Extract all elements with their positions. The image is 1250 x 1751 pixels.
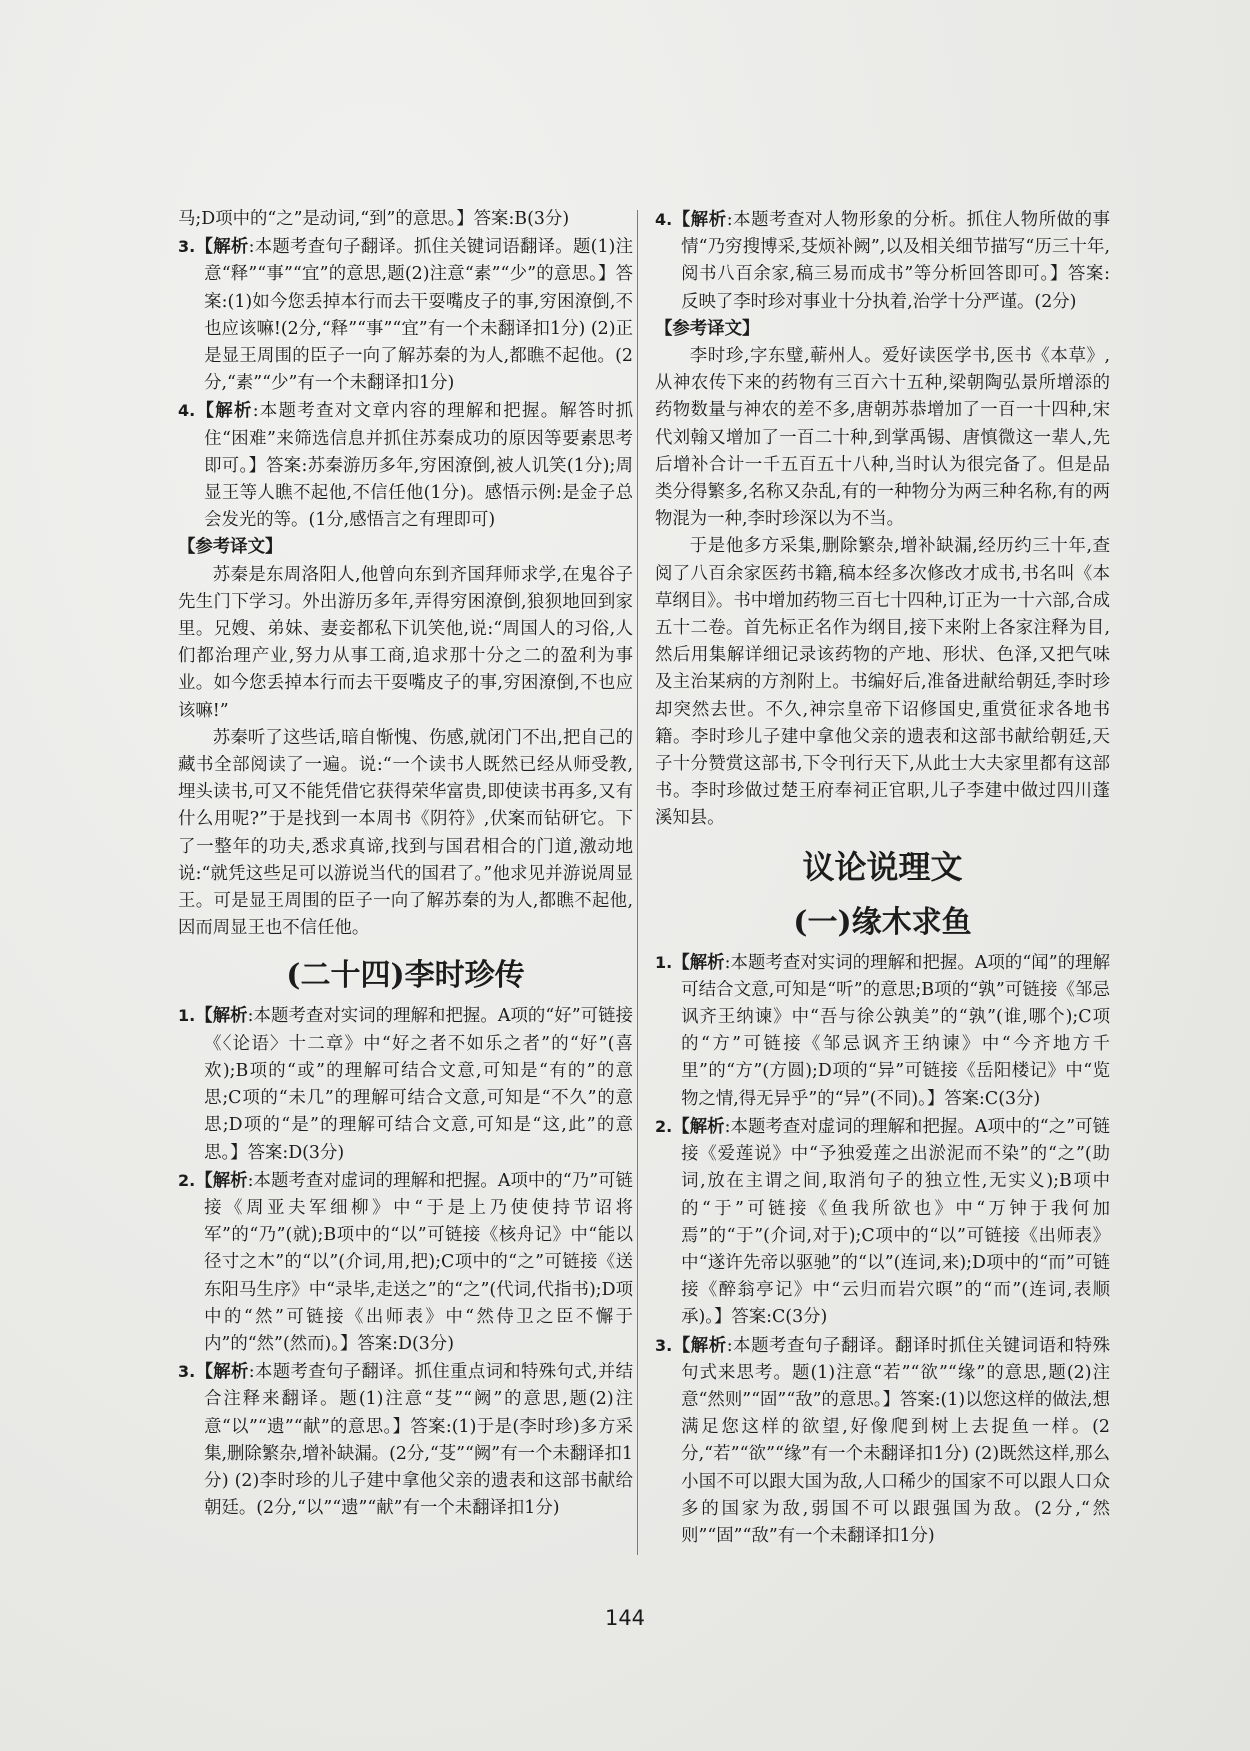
item-number: 4.: [178, 401, 196, 421]
answer-item: [655, 1332, 1110, 1551]
translation-paragraph: 李时珍,字东璧,蕲州人。爱好读医学书,医书《本草》,从神农传下来的药物有三百六十五种,梁朝陶弘景所增添的药物数量与神农的差不多,唐朝苏恭增加了一百一十四种,宋代刘翰又增加了一百二十种,到掌禹锡、唐慎微这一辈人,先后增补合计一千五百五十八种,当时认为很完备了。但是品类分得繁多,名称又杂乱,有的一种物分为两三种名称,有的两物混为一种,李时珍深以为不当。: [655, 346, 1110, 530]
answer-item: [178, 1002, 633, 1166]
chapter-title: 议论说理文: [802, 847, 963, 886]
page-number: 144: [604, 1606, 646, 1630]
translation-paragraph: 苏秦是东周洛阳人,他曾向东到齐国拜师求学,在鬼谷子先生门下学习。外出游历多年,弄得穷困潦倒,狼狈地回到家里。兄嫂、弟妹、妻妾都私下讥笑他,说:“周国人的习俗,人们都治理产业,努力从事工商,追求那十分之二的盈利为事业。如今您丢掉本行而去干耍嘴皮子的事,穷困潦倒,不也应该嘛!”: [178, 564, 633, 721]
item-text: :本题考查句子翻译。抓住关键词语翻译。题(1)注意“释”“事”“宜”的意思,题(2)注意“素”“少”的意思。】答案:(1)如今您丢掉本行而去干耍嘴皮子的事,穷困潦倒,不也应该嘛!(2分,“释”“事”“宜”有一个未翻译扣1分) (2)正是显王周围的臣子一向了解苏秦的为人,都瞧不起他。(2分,“素”“少”有一个未翻译扣1分): [204, 237, 633, 394]
item-text: :本题考查对虚词的理解和把握。A项中的“之”可链接《爱莲说》中“予独爱莲之出淤泥而不染”的“之”(助词,放在主谓之间,取消句子的独立性,无实义);B项中的“于”可链接《鱼我所欲也》中“万钟于我何加焉”的“于”(介词,对于);C项中的“以”可链接《出师表》中“遂许先帝以驱驰”的“以”(连词,来);D项中的“而”可链接《醉翁亭记》中“云归而岩穴暝”的“而”(连词,表顺承)。】答案:C(3分): [681, 1116, 1110, 1328]
answer-item: [655, 206, 1110, 316]
analysis-tag: 【解析: [672, 210, 727, 230]
item-text: :本题考查句子翻译。翻译时抓住关键词语和特殊句式来思考。题(1)注意“若”“欲”“缘”的意思,题(2)注意“然则”“固”“敌”的意思。】答案:(1)以您这样的做法,想满足您这样的欲望,好像爬到树上去捉鱼一样。(2分,“若”“欲”“缘”有一个未翻译扣1分) (2)既然这样,那么小国不可以跟大国为敌,人口稀少的国家不可以跟人口众多的国家为敌,弱国不可以跟强国为敌。(2分,“然则”“固”“敌”有一个未翻译扣1分): [681, 1335, 1110, 1546]
column-divider: [637, 210, 638, 1555]
section-title: (二十四)李时珍传: [286, 958, 525, 994]
answer-item: [655, 1113, 1110, 1332]
item-number: 3.: [655, 1335, 673, 1355]
item-text: :本题考查对虚词的理解和把握。A项中的“乃”可链接《周亚夫军细柳》中“于是上乃使使持节诏将军”的“乃”(就);B项中的“以”可链接《核舟记》中“能以径寸之木”的“以”(介词,用,把);C项中的“之”可链接《送东阳马生序》中“录毕,走送之”的“之”(代词,代指书);D项中的“然”可链接《出师表》中“然侍卫之臣不懈于内”的“然”(然而)。】答案:D(3分): [204, 1170, 633, 1354]
analysis-tag: 【解析: [672, 952, 725, 973]
item-number: 1.: [655, 952, 673, 972]
translation-paragraph: 苏秦听了这些话,暗自惭愧、伤感,就闭门不出,把自己的藏书全部阅读了一遍。说:“一个读书人既然已经从师受教,埋头读书,可又不能凭借它获得荣华富贵,即使读书再多,又有什么用呢?”于是找到一本周书《阴符》,伏案而钻研它。下了一整年的功夫,悉求真谛,找到与国君相合的门道,激动地说:“就凭这些足可以游说当代的国君了。”他求见并游说周显王。可是显王周围的臣子一向了解苏秦的为人,都瞧不起他,因而周显王也不信任他。: [178, 727, 633, 939]
analysis-tag: 【解析: [672, 1116, 725, 1137]
item-number: 3.: [178, 237, 196, 257]
answer-item: [178, 397, 633, 534]
analysis-tag: 【解析: [195, 1170, 248, 1191]
answer-item: [178, 1358, 633, 1522]
translation-paragraph: 于是他多方采集,删除繁杂,增补缺漏,经历约三十年,查阅了八百余家医药书籍,稿本经多次修改才成书,书名叫《本草纲目》。书中增加药物三百七十四种,订正为一十六部,合成五十二卷。首先标正名作为纲目,接下来附上各家注释为目,然后用集解详细记录该药物的产地、形状、色泽,又把气味及主治某病的方剂附上。书编好后,准备进献给朝廷,李时珍却突然去世。不久,神宗皇帝下诏修国史,重赏征求各地书籍。李时珍儿子建中拿他父亲的遗表和这部书献给朝廷,天子十分赞赏这部书,下令刊行天下,从此士大夫家里都有这部书。李时珍做过楚王府奉祠正官职,儿子李建中做过四川蓬溪知县。: [655, 536, 1110, 829]
right-column: [655, 206, 1110, 1550]
analysis-tag: 【解析: [195, 401, 253, 422]
item-text: :本题考查对实词的理解和把握。A项的“闻”的理解可结合文意,可知是“听”的意思;B项的“孰”可链接《邹忌讽齐王纳谏》中“吾与徐公孰美”的“孰”(谁,哪个);C项的“方”可链接《邹忌讽齐王纳谏》中“今齐地方千里”的“方”(方圆);D项的“异”可链接《岳阳楼记》中“览物之情,得无异乎”的“异”(不同)。】答案:C(3分): [681, 952, 1110, 1109]
item-text: :本题考查对实词的理解和把握。A项的“好”可链接《〈论语〉十二章》中“好之者不如乐之者”的“好”(喜欢);B项的“或”的理解可结合文意,可知是“有的”的意思;C项的“未几”的理解可结合文意,可知是“不久”的意思;D项的“是”的理解可结合文意,可知是“这,此”的意思。】答案:D(3分): [204, 1006, 633, 1163]
section-title: (一)缘木求鱼: [793, 904, 972, 940]
item-number: 3.: [178, 1362, 196, 1382]
reference-translation-label: 【参考译文】: [655, 318, 760, 339]
analysis-tag: 【解析: [672, 1335, 727, 1356]
answer-item: [178, 233, 633, 397]
item-text: :本题考查对文章内容的理解和把握。解答时抓住“困难”来筛选信息并抓住苏秦成功的原因等要素思考即可。】答案:苏秦游历多年,穷困潦倒,被人讥笑(1分);周显王等人瞧不起他,不信任他(1分)。感悟示例:是金子总会发光的等。(1分,感悟言之有理即可): [204, 401, 633, 531]
item-number: 2.: [655, 1116, 673, 1136]
item-text: :本题考查句子翻译。抓住重点词和特殊句式,并结合注释来翻译。题(1)注意“芟”“阙”的意思,题(2)注意“以”“遗”“献”的意思。】答案:(1)于是(李时珍)多方采集,删除繁杂,增补缺漏。(2分,“芟”“阙”有一个未翻译扣1分) (2)李时珍的儿子建中拿他父亲的遗表和这部书献给朝廷。(2分,“以”“遗”“献”有一个未翻译扣1分): [204, 1362, 633, 1519]
item-number: 2.: [178, 1170, 196, 1190]
item-number: 1.: [178, 1006, 196, 1026]
continuation-text: 马;D项中的“之”是动词,“到”的意思。】答案:B(3分): [178, 209, 570, 229]
reference-translation-label: 【参考译文】: [178, 537, 283, 558]
analysis-tag: 【解析: [195, 1362, 249, 1383]
answer-item: [178, 1167, 633, 1358]
left-column: [178, 206, 633, 1522]
answer-item: [655, 949, 1110, 1113]
analysis-tag: 【解析: [195, 237, 249, 258]
item-number: 4.: [655, 210, 673, 229]
item-text: :本题考查对人物形象的分析。抓住人物所做的事情“乃穷搜博采,芟烦补阙”,以及相关细节描写“历三十年,阅书八百余家,稿三易而成书”等分析回答即可。】答案:反映了李时珍对事业十分执着,治学十分严谨。(2分): [681, 210, 1110, 312]
analysis-tag: 【解析: [195, 1006, 248, 1027]
